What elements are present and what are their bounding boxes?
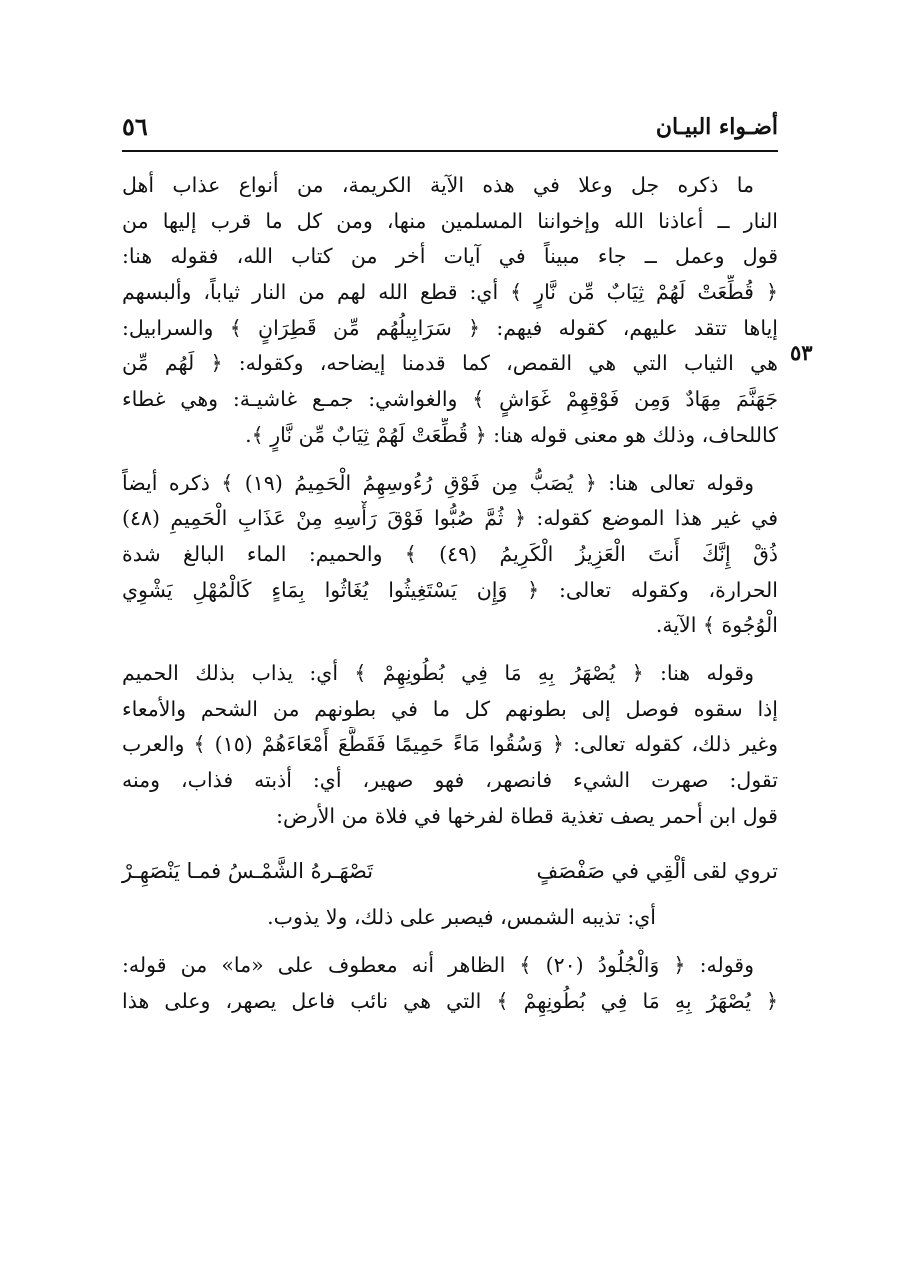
text-line: في غير هذا الموضع كقوله: ﴿ ثُمَّ صُبُّوا فَوْقَ رَأْسِهِ مِنْ عَذَابِ الْحَمِيمِ (٤٨) xyxy=(122,506,778,531)
running-title: أضـواء البيـان xyxy=(655,114,778,140)
text-line: وقوله هنا: ﴿ يُصْهَرُ بِهِ مَا فِي بُطُونِهِمْ ﴾ أي: يذاب بذلك الحميم xyxy=(122,660,754,685)
poem-first-hemistich: تروي لقى ألْقِي في صَفْصَفٍ xyxy=(536,859,778,884)
margin-page-marker: ٥٣ xyxy=(790,340,813,365)
page-header xyxy=(122,112,778,142)
paragraph-2 xyxy=(122,466,778,644)
text-line: ﴿ يُصْهَرُ بِهِ مَا فِي بُطُونِهِمْ ﴾ التي هي نائب فاعل يصهر، وعلى هذا xyxy=(122,988,778,1013)
text-line: هي الثياب التي هي القمص، كما قدمنا إيضاحه، وكقوله: ﴿ لَهُم مِّن xyxy=(122,351,778,376)
text-line: تقول: صهرت الشيء فانصهر، فهو صهير، أي: أذبته فذاب، ومنه xyxy=(122,768,778,792)
poem-gloss xyxy=(122,900,778,936)
text-line: إياها تتقد عليهم، كقوله فيهم: ﴿ سَرَابِيلُهُم مِّن قَطِرَانٍ ﴾ والسرابيل: xyxy=(122,315,778,340)
text-line: أي: تذيبه الشمس، فيصبر على ذلك، ولا يذوب. xyxy=(267,905,656,930)
text-line: النار ــ أعاذنا الله وإخواننا المسلمين منها، ومن كل ما قرب إليها من xyxy=(122,208,778,233)
text-line: ما ذكره جل وعلا في هذه الآية الكريمة، من أنواع عذاب أهل xyxy=(122,173,754,197)
body-text xyxy=(122,168,778,1031)
text-line: الحرارة، وكقوله تعالى: ﴿ وَإِن يَسْتَغِيثُوا يُغَاثُوا بِمَاءٍ كَالْمُهْلِ يَشْوِي xyxy=(122,577,778,602)
text-line: ﴿ قُطِّعَتْ لَهُمْ ثِيَابٌ مِّن نَّارٍ ﴾ أي: قطع الله لهم من النار ثياباً، وألبسهم xyxy=(122,280,778,305)
text-line: قول وعمل ــ جاء مبيناً في آيات أخر من كتاب الله، فقوله هنا: xyxy=(122,244,778,269)
text-line: وغير ذلك، كقوله تعالى: ﴿ وَسُقُوا مَاءً حَمِيمًا فَقَطَّعَ أَمْعَاءَهُمْ (١٥) ﴾ والعرب xyxy=(122,732,778,757)
text-line: الْوُجُوهَ ﴾ الآية. xyxy=(655,613,778,638)
text-line: ذُقْ إِنَّكَ أَنتَ الْعَزِيزُ الْكَرِيمُ (٤٩) ﴾ والحميم: الماء البالغ شدة xyxy=(122,541,778,566)
paragraph-4 xyxy=(122,948,778,1019)
poem-second-hemistich: تَصْهَـرهُ الشَّمْـسُ فمـا يَنْصَهِـرْ xyxy=(122,859,374,884)
paragraph-1 xyxy=(122,168,778,454)
text-line: كاللحاف، وذلك هو معنى قوله هنا: ﴿ قُطِّعَتْ لَهُمْ ثِيَابٌ مِّن نَّارٍ ﴾. xyxy=(245,422,778,447)
text-line: إذا سقوه فوصل إلى بطونهم كل ما في بطونهم من الشحم والأمعاء xyxy=(122,696,778,721)
text-line: وقوله: ﴿ وَالْجُلُودُ (٢٠) ﴾ الظاهر أنه معطوف على «ما» من قوله: xyxy=(122,953,754,978)
header-rule xyxy=(122,150,778,152)
page-number: ٥٦ xyxy=(122,112,148,141)
text-line: جَهَنَّمَ مِهَادٌ وَمِن فَوْقِهِمْ غَوَاشٍ ﴾ والغواشي: جمـع غاشيـة: وهي غطاء xyxy=(122,387,778,412)
paragraph-3 xyxy=(122,656,778,834)
text-line: قول ابن أحمر يصف تغذية قطاة لفرخها في فلاة من الأرض: xyxy=(276,803,778,828)
poem-verse xyxy=(122,846,778,896)
text-line: وقوله تعالى هنا: ﴿ يُصَبُّ مِن فَوْقِ رُءُوسِهِمُ الْحَمِيمُ (١٩) ﴾ ذكره أيضاً xyxy=(122,470,754,495)
